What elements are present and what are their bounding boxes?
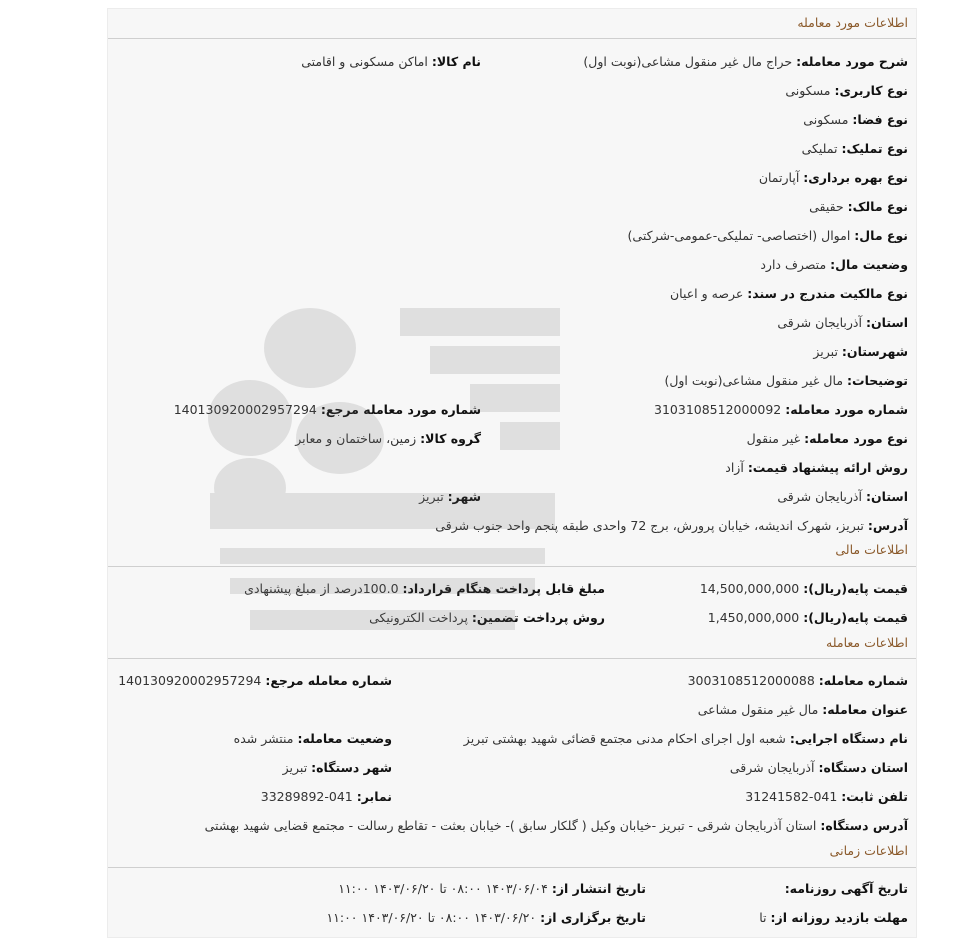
- section-title-transaction: اطلاعات معامله: [826, 635, 908, 650]
- field-transaction-title: عنوان معامله: مال غیر منقول مشاعی: [697, 702, 908, 717]
- field-org-name: نام دستگاه اجرایی: شعبه اول اجرای احکام مدنی مجتمع قضائی شهید بهشتی تبریز: [463, 731, 908, 746]
- field-transaction-state: وضعیت معامله: منتشر شده: [233, 731, 392, 746]
- field-notes: توضیحات: مال غیر منقول مشاعی(نوبت اول): [664, 373, 908, 388]
- field-ad-date: تاریخ آگهی روزنامه:: [784, 881, 908, 896]
- field-visit-deadline: مهلت بازدید روزانه از: تا: [759, 910, 908, 925]
- field-goods-name: نام کالا: اماکن مسکونی و اقامتی: [301, 54, 481, 69]
- field-bid-method: روش ارائه پیشنهاد قیمت: آزاد: [725, 460, 908, 475]
- field-doc-ownership: نوع مالکیت مندرج در سند: عرصه و اعیان: [669, 286, 908, 301]
- divider: [108, 38, 916, 39]
- field-transaction-ref: شماره معامله مرجع: 140130920002957294: [118, 673, 392, 688]
- field-deal-type: نوع مورد معامله: غیر منقول: [746, 431, 908, 446]
- field-deal-number: شماره مورد معامله: 3103108512000092: [654, 402, 908, 417]
- divider: [108, 658, 916, 659]
- field-county: شهرستان: تبریز: [813, 344, 908, 359]
- field-goods-group: گروه کالا: زمین، ساختمان و معابر: [295, 431, 481, 446]
- section-title-time: اطلاعات زمانی: [829, 843, 908, 858]
- document-page: [107, 8, 917, 938]
- field-usage: نوع کاربری: مسکونی: [785, 83, 908, 98]
- divider: [108, 566, 916, 567]
- field-payable-amount: مبلغ قابل پرداخت هنگام قرارداد: 100.0درصد از مبلغ پیشنهادی: [244, 581, 605, 596]
- field-base-price-2: قیمت پایه(ریال): 1,450,000,000: [707, 610, 908, 625]
- field-phone: تلفن ثابت: 041-31241582: [745, 789, 908, 804]
- field-province: استان: آذربایجان شرقی: [777, 315, 908, 330]
- field-deal-desc: شرح مورد معامله: حراج مال غیر منقول مشاعی(نوبت اول): [583, 54, 908, 69]
- field-address: آدرس: تبریز، شهرک اندیشه، خیابان پرورش، برج 72 واحدی طبقه پنجم واحد جنوب شرقی: [435, 518, 908, 533]
- field-property: نوع مال: اموال (اختصاصی- تملیکی-عمومی-شرکتی): [627, 228, 908, 243]
- field-base-price: قیمت پایه(ریال): 14,500,000,000: [699, 581, 908, 596]
- field-org-province: استان دستگاه: آذربایجان شرقی: [729, 760, 908, 775]
- field-transaction-number: شماره معامله: 3003108512000088: [687, 673, 908, 688]
- field-publish-date: تاریخ انتشار از: ۱۴۰۳/۰۶/۰۴ ۰۸:۰۰ تا ۱۴۰۳/۰۶/۲۰ ۱۱:۰۰: [338, 881, 646, 896]
- section-title-financial: اطلاعات مالی: [835, 542, 908, 557]
- field-owner: نوع مالک: حقیقی: [809, 199, 908, 214]
- field-province-2: استان: آذربایجان شرقی: [777, 489, 908, 504]
- field-ownership: نوع تملیک: تملیکی: [801, 141, 908, 156]
- field-city: شهر: تبریز: [419, 489, 481, 504]
- section-title-deal-info: اطلاعات مورد معامله: [797, 15, 908, 30]
- field-hold-date: تاریخ برگزاری از: ۱۴۰۳/۰۶/۲۰ ۰۸:۰۰ تا ۱۴۰۳/۰۶/۲۰ ۱۱:۰۰: [326, 910, 646, 925]
- field-org-address: آدرس دستگاه: استان آذربایجان شرقی - تبریز -خیابان وکیل ( گلکار سابق )- خیابان بعثت - تقاطع رسالت - مجتمع قضایی شهید بهشتی: [204, 818, 908, 833]
- field-ref-number: شماره مورد معامله مرجع: 14013092000295729​4: [173, 402, 481, 417]
- field-space: نوع فضا: مسکونی: [803, 112, 908, 127]
- field-status: وضعیت مال: متصرف دارد: [760, 257, 908, 272]
- field-fax: نمابر: 041-33289892: [260, 789, 392, 804]
- field-exploit: نوع بهره برداری: آپارتمان: [758, 170, 908, 185]
- field-guarantee-method: روش پرداخت تضمین: پرداخت الکترونیکی: [369, 610, 605, 625]
- divider: [108, 867, 916, 868]
- field-org-city: شهر دستگاه: تبریز: [282, 760, 392, 775]
